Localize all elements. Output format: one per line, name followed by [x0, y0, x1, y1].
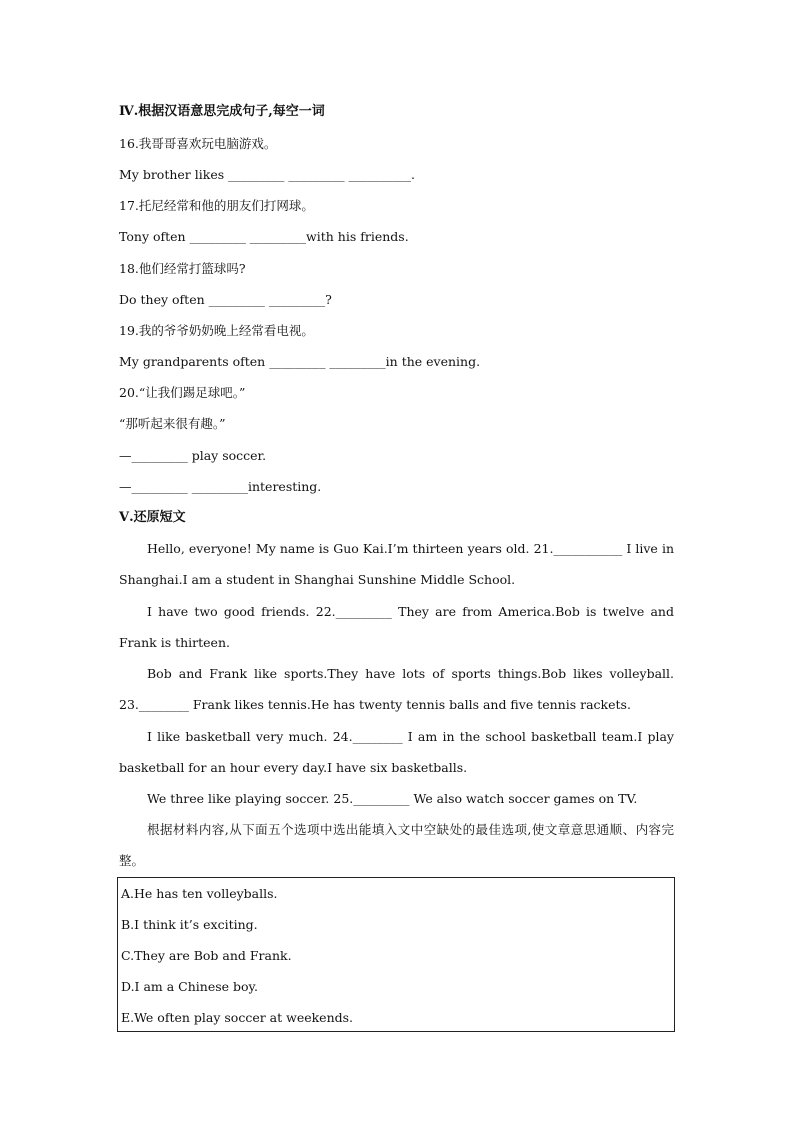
passage-paragraph-5: We three like playing soccer. 25._________ We also watch soccer games on TV. [147, 791, 638, 806]
passage-paragraph-2: I have two good friends. 22._________ They are from America.Bob is twelve and Frank is thirteen. [119, 604, 674, 651]
section5-heading: Ⅴ.还原短文 [119, 510, 186, 525]
q20-english-line1: —_________ play soccer. [119, 448, 267, 463]
q19-english: My grandparents often _________ _________in the evening. [119, 354, 481, 369]
q18-english: Do they often _________ _________? [119, 292, 332, 307]
q17-chinese: 17.托尼经常和他的朋友们打网球。 [119, 198, 314, 213]
q20-chinese-line1: 20.“让我们踢足球吧。” [119, 385, 246, 400]
option-c: C.They are Bob and Frank. [121, 948, 292, 963]
q16-chinese: 16.我哥哥喜欢玩电脑游戏。 [119, 136, 277, 151]
section4-heading: Ⅳ.根据汉语意思完成句子,每空一词 [119, 104, 325, 119]
instruction-paragraph: 根据材料内容,从下面五个选项中选出能填入文中空缺处的最佳选项,使文章意思通顺、内容完整。 [119, 822, 674, 869]
passage-paragraph-1: Hello, everyone! My name is Guo Kai.I’m thirteen years old. 21.___________ I live in Shanghai.I am a student in Shanghai Sunshine Middle School. [119, 541, 674, 588]
q17-english: Tony often _________ _________with his friends. [119, 229, 409, 244]
passage-paragraph-4: I like basketball very much. 24.________ I am in the school basketball team.I play basketball for an hour every day.I have six basketballs. [119, 729, 674, 776]
q16-english: My brother likes _________ _________ __________. [119, 167, 416, 182]
passage-paragraph-3: Bob and Frank like sports.They have lots of sports things.Bob likes volleyball. 23.________ Frank likes tennis.He has twenty tennis balls and five tennis rackets. [119, 666, 674, 713]
q18-chinese: 18.他们经常打篮球吗? [119, 261, 246, 276]
q19-chinese: 19.我的爷爷奶奶晚上经常看电视。 [119, 323, 314, 338]
option-e: E.We often play soccer at weekends. [121, 1010, 354, 1025]
option-b: B.I think it’s exciting. [121, 917, 258, 932]
option-a: A.He has ten volleyballs. [121, 886, 278, 901]
option-d: D.I am a Chinese boy. [121, 979, 258, 994]
q20-english-line2: —_________ _________interesting. [119, 479, 322, 494]
q20-chinese-line2: “那听起来很有趣。” [119, 416, 226, 431]
options-box [117, 877, 675, 1032]
